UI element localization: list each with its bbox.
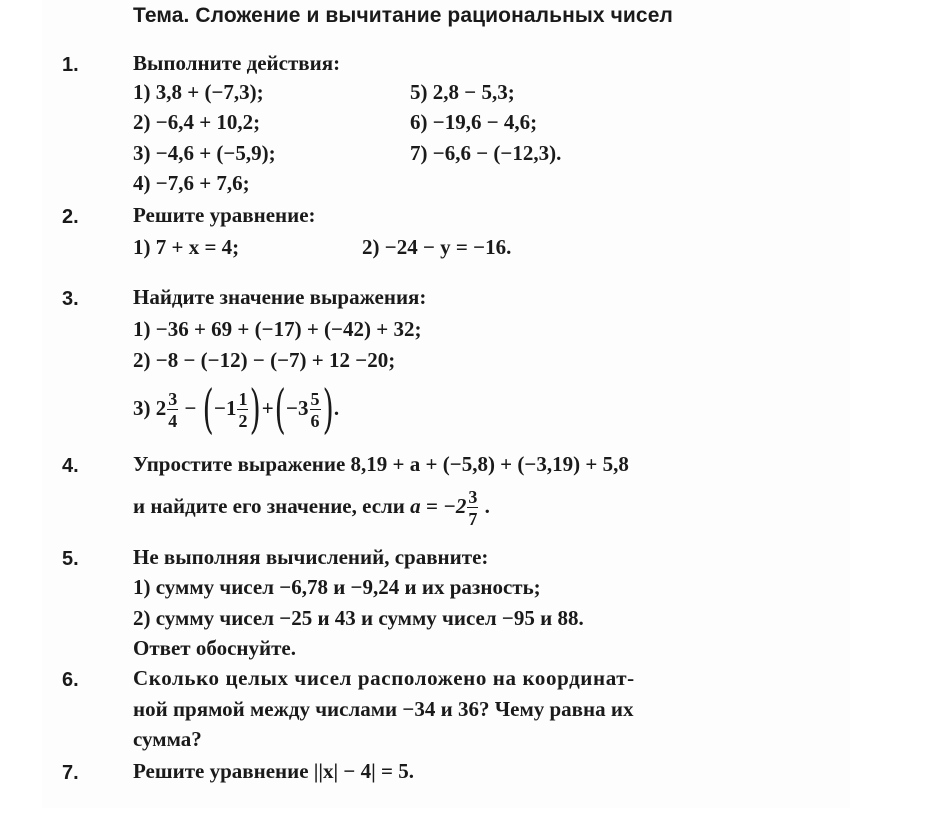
task-3-item-1: 1) −36 + 69 + (−17) + (−42) + 32; [133,317,422,341]
fraction-1 [167,390,178,430]
task-7-number: 7. [62,762,79,784]
task-1-item-1: 1) 3,8 + (−7,3); [133,80,264,104]
task-6-number: 6. [62,669,79,691]
mixed-number-3-whole: −3 [286,396,309,420]
task-5-line-2: 1) сумму чисел −6,78 и −9,24 и их разность; [133,575,541,599]
task-2-title: Решите уравнение: [133,203,316,227]
task-3-title: Найдите значение выражения: [133,285,427,309]
right-paren-icon: ) [322,380,334,441]
task-5-line-1: Не выполняя вычислений, сравните: [133,545,489,569]
fraction-2 [237,390,248,430]
task-6-line-3: сумма? [133,727,202,751]
fraction-1-numerator: 3 [168,389,178,410]
minus-sign: − [184,396,197,420]
fraction-2-numerator: 1 [238,389,248,410]
task-5-line-4: Ответ обоснуйте. [133,636,297,660]
task-5-number: 5. [62,548,79,570]
task-6-line-1: Сколько целых чисел расположено на координат- [133,666,635,690]
task-3-number: 3. [62,288,79,310]
task-4-period: . [484,494,490,518]
left-paren-icon: ( [274,380,286,441]
task-6-line-2: ной прямой между числами −34 и 36? Чему равна их [133,697,634,721]
task-4-variable: a = −2 [410,494,467,518]
task-3-item-3 [133,380,340,441]
task-4-line-2-text: и найдите его значение, если [133,494,405,518]
task-2-number: 2. [62,206,79,228]
plus-sign: + [261,396,274,420]
task-1-title: Выполните действия: [133,51,341,75]
task-1-item-7: 7) −6,6 − (−12,3). [410,141,562,165]
fraction-3 [310,390,321,430]
task-1-item-4: 4) −7,6 + 7,6; [133,171,250,195]
task-2-item-2: 2) −24 − y = −16. [362,235,512,259]
fraction-3-numerator: 5 [310,389,320,410]
task-1-item-6: 6) −19,6 − 4,6; [410,110,538,134]
mixed-number-2-whole: −1 [214,396,237,420]
fraction-4-denominator: 7 [468,509,478,530]
left-paren-icon: ( [202,380,214,441]
fraction-2-denominator: 2 [238,411,248,432]
task-1-item-2: 2) −6,4 + 10,2; [133,110,261,134]
task-4-line-2 [133,482,490,530]
task-4-number: 4. [62,455,79,477]
task-2-item-1: 1) 7 + x = 4; [133,235,240,259]
task-5-line-3: 2) сумму чисел −25 и 43 и сумму чисел −95 и 88. [133,606,584,630]
task-7-line: Решите уравнение ||x| − 4| = 5. [133,759,414,783]
task-3-item-3-label: 3) [133,396,151,420]
fraction-4 [467,488,478,528]
fraction-4-numerator: 3 [468,487,478,508]
mixed-number-whole: 2 [155,396,167,420]
task-1-number: 1. [62,54,79,76]
task-3-item-2: 2) −8 − (−12) − (−7) + 12 −20; [133,348,396,372]
period: . [333,396,340,420]
task-1-item-5: 5) 2,8 − 5,3; [410,80,515,104]
fraction-1-denominator: 4 [168,411,178,432]
task-4-line-1: Упростите выражение 8,19 + a + (−5,8) + (−3,19) + 5,8 [133,452,629,476]
fraction-3-denominator: 6 [310,411,320,432]
topic-heading: Тема. Сложение и вычитание рациональных чисел [133,4,673,27]
task-1-item-3: 3) −4,6 + (−5,9); [133,141,276,165]
right-paren-icon: ) [250,380,262,441]
